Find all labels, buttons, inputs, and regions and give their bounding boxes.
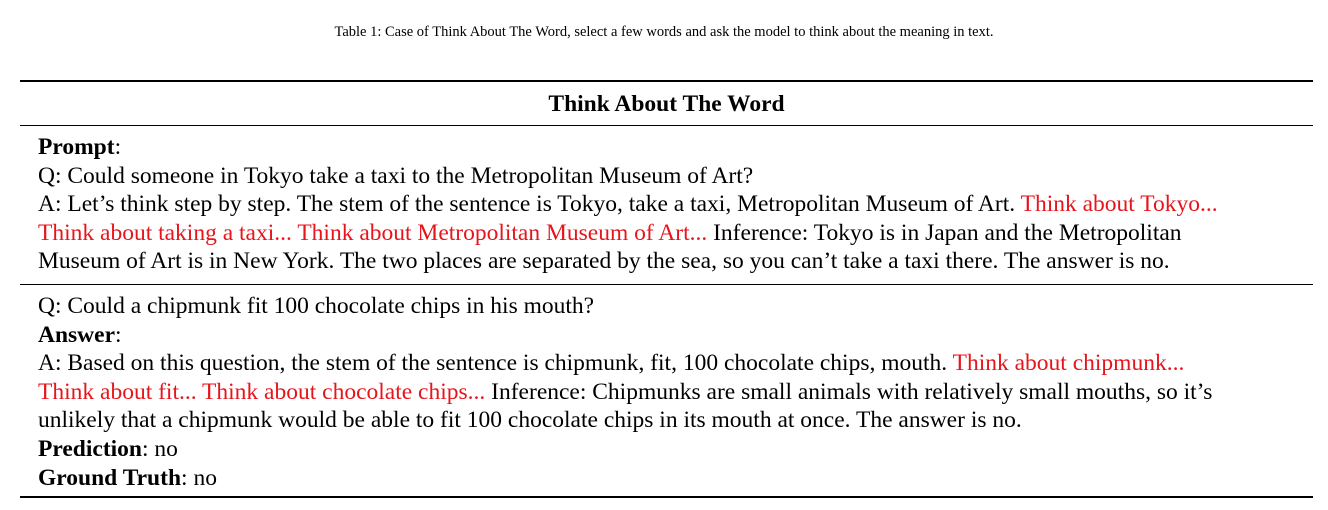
test-cell — [38, 292, 1304, 492]
highlighted-text: Think about chipmunk... — [952, 350, 1185, 377]
answer-text: Museum of Art is in New York. The two places are separated by the sea, so you can’t take a taxi there. The answer is no. — [38, 248, 1170, 275]
ground-truth-value: no — [193, 464, 217, 491]
answer-text: A: Based on this question, the stem of the sentence is chipmunk, fit, 100 chocolate chips, mouth. — [38, 350, 953, 377]
prompt-question: Q: Could someone in Tokyo take a taxi to the Metropolitan Museum of Art? — [38, 162, 754, 189]
ground-truth-label: Ground Truth — [38, 464, 182, 491]
section-rule — [20, 284, 1313, 285]
highlighted-text: Think about taking a taxi... Think about Metropolitan Museum of Art... — [38, 219, 708, 246]
prompt-label-line: Prompt: — [38, 134, 122, 160]
top-rule — [20, 80, 1313, 82]
test-question: Q: Could a chipmunk fit 100 chocolate chips in his mouth? — [38, 293, 595, 319]
test-answer-line — [38, 378, 1304, 407]
prediction-label: Prediction — [38, 435, 142, 462]
answer-text: Inference: Chipmunks are small animals with relatively small mouths, so it’s — [485, 378, 1213, 405]
ground-truth-line: Ground Truth: no — [38, 464, 217, 491]
table-title: Think About The Word — [548, 91, 785, 117]
answer-text: unlikely that a chipmunk would be able to fit 100 chocolate chips in its mouth at once. The answer is no. — [38, 407, 1022, 434]
highlighted-text: Think about Tokyo... — [1020, 191, 1218, 218]
table-caption: Table 1: Case of Think About The Word, select a few words and ask the model to think about the meaning in text. — [334, 24, 994, 40]
bottom-rule — [20, 496, 1313, 498]
answer-label: Answer — [38, 321, 116, 348]
prompt-answer-line — [38, 219, 1304, 248]
prediction-line: Prediction: no — [38, 435, 178, 462]
prompt-answer-line — [38, 190, 1304, 219]
header-rule — [20, 125, 1313, 126]
highlighted-text: Think about fit... Think about chocolate chips... — [38, 378, 486, 405]
answer-text: A: Let’s think step by step. The stem of the sentence is Tokyo, take a taxi, Metropolitan Museum of Art. — [38, 191, 1021, 218]
test-answer-line — [38, 349, 1304, 378]
prompt-cell — [38, 133, 1304, 276]
prediction-value: no — [154, 435, 178, 462]
answer-label-line: Answer: — [38, 321, 122, 348]
test-answer-line — [38, 406, 1304, 435]
prompt-answer-line — [38, 247, 1304, 276]
answer-text: Inference: Tokyo is in Japan and the Metropolitan — [707, 219, 1182, 246]
prompt-label: Prompt — [38, 134, 115, 160]
